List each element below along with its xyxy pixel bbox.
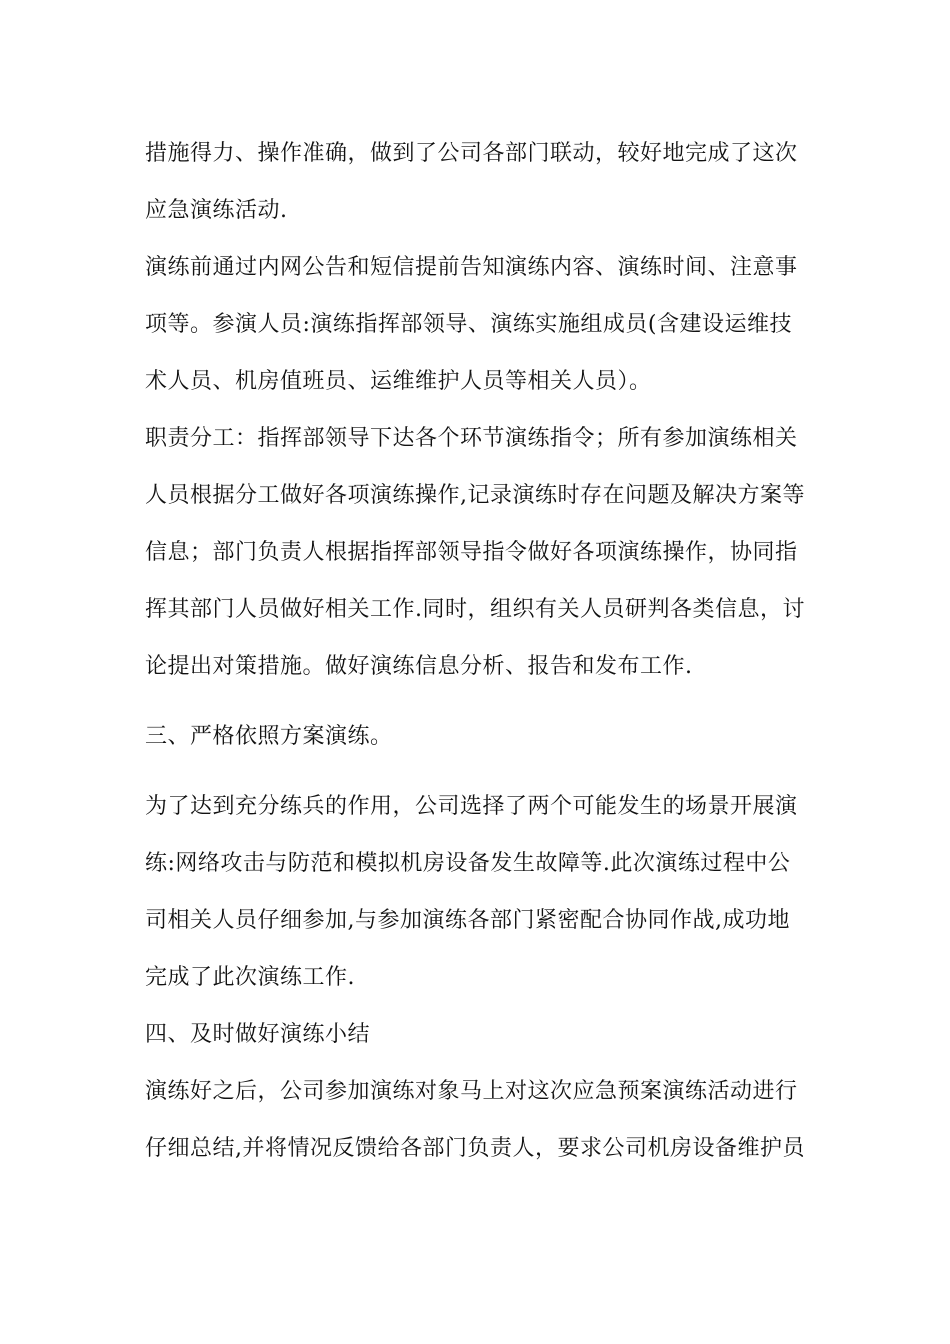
body-text-line: 术人员、机房值班员、运维维护人员等相关人员）。 — [145, 369, 652, 394]
body-text-line: 演练前通过内网公告和短信提前告知演练内容、演练时间、注意事 — [145, 255, 798, 280]
body-text-line: 为了达到充分练兵的作用，公司选择了两个可能发生的场景开展演 — [145, 794, 798, 819]
section-heading: 三、严格依照方案演练。 — [145, 724, 393, 749]
body-text-line: 仔细总结,并将情况反馈给各部门负责人，要求公司机房设备维护员 — [145, 1136, 805, 1161]
body-text-line: 应急演练活动. — [145, 198, 288, 223]
body-text-line: 职责分工：指挥部领导下达各个环节演练指令；所有参加演练相关 — [145, 426, 798, 451]
body-text-line: 完成了此次演练工作. — [145, 965, 355, 990]
body-text-line: 信息；部门负责人根据指挥部领导指令做好各项演练操作，协同指 — [145, 540, 798, 565]
body-text-line: 论提出对策措施。做好演练信息分析、报告和发布工作. — [145, 654, 693, 679]
body-text-line: 人员根据分工做好各项演练操作,记录演练时存在问题及解决方案等 — [145, 483, 805, 508]
section-heading: 四、及时做好演练小结 — [145, 1022, 371, 1047]
body-text-line: 措施得力、操作准确，做到了公司各部门联动，较好地完成了这次 — [145, 141, 798, 166]
body-text-line: 挥其部门人员做好相关工作.同时，组织有关人员研判各类信息，讨 — [145, 597, 805, 622]
body-text-line: 司相关人员仔细参加,与参加演练各部门紧密配合协同作战,成功地 — [145, 908, 790, 933]
body-text-line: 演练好之后，公司参加演练对象马上对这次应急预案演练活动进行 — [145, 1079, 798, 1104]
body-text-line: 练:网络攻击与防范和模拟机房设备发生故障等.此次演练过程中公 — [145, 851, 791, 876]
body-text-line: 项等。参演人员:演练指挥部领导、演练实施组成员(含建设运维技 — [145, 312, 792, 337]
